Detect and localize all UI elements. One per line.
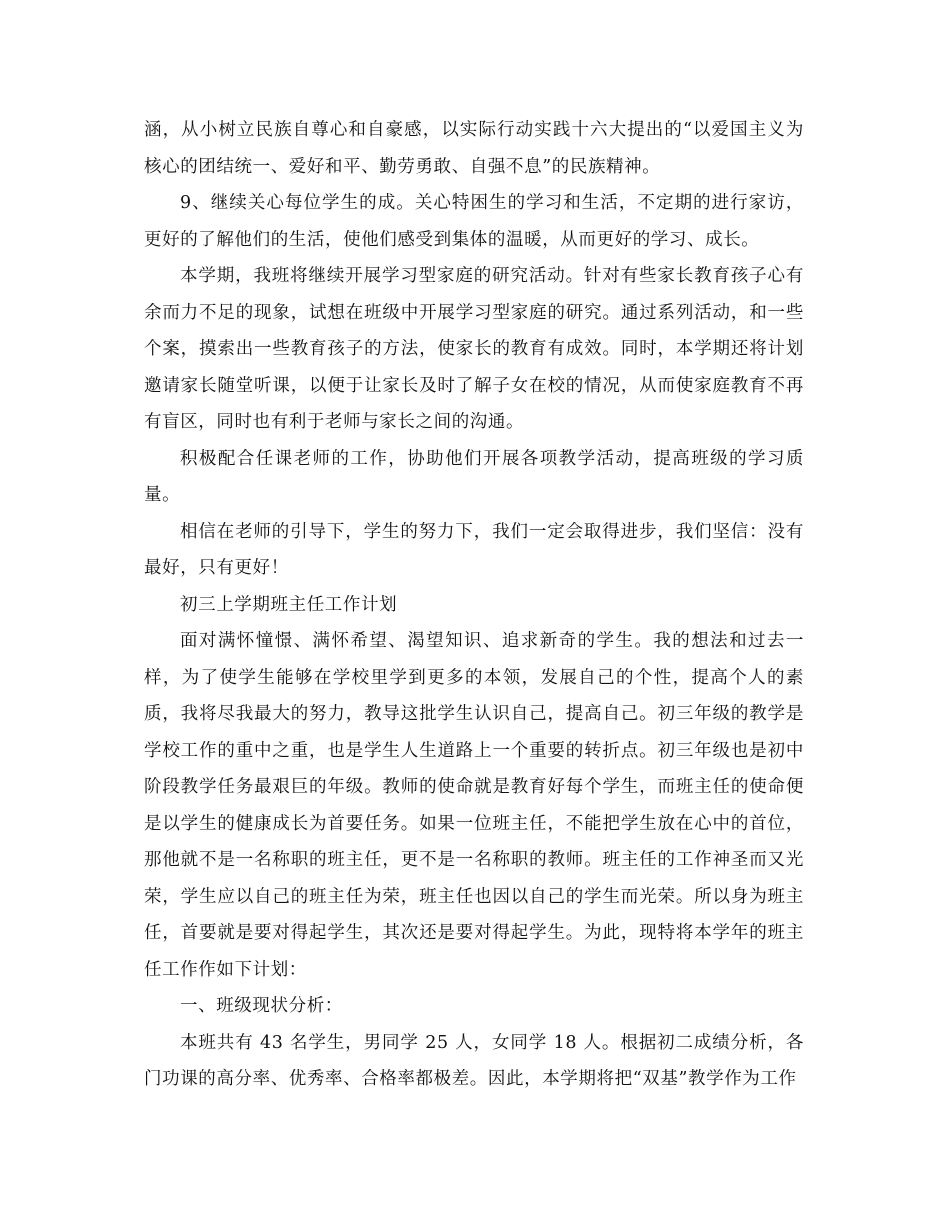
paragraph-intro: 面对满怀憧憬、满怀希望、渴望知识、追求新奇的学生。我的想法和过去一样，为了使学生能够在学校里学到更多的本领，发展自己的个性，提高个人的素质，我将尽我最大的努力，教导这批学生认识自己，提高自己。初三年级的教学是学校工作的重中之重，也是学生人生道路上一个重要的转折点。初三年级也是初中阶段教学任务最艰巨的年级。教师的使命就是教育好每个学生，而班主任的使命便是以学生的健康成长为首要任务。如果一位班主任，不能把学生放在心中的首位，那他就不是一名称职的班主任，更不是一名称职的教师。班主任的工作神圣而又光荣，学生应以自己的班主任为荣，班主任也因以自己的学生而光荣。所以身为班主任，首要就是要对得起学生，其次还是要对得起学生。为此，现特将本学年的班主任工作作如下计划： <box>144 631 804 980</box>
section-title: 初三上学期班主任工作计划 <box>180 594 398 615</box>
paragraph-learning-family: 本学期，我班将继续开展学习型家庭的研究活动。针对有些家长教育孩子心有余而力不足的现象，试想在班级中开展学习型家庭的研究。通过系列活动，和一些个案，摸索出一些教育孩子的方法，使家长的教育有成效。同时，本学期还将计划邀请家长随堂听课，以便于让家长及时了解子女在校的情况，从而使家庭教育不再有盲区，同时也有利于老师与家长之间的沟通。 <box>144 266 804 432</box>
paragraph-cooperate-teachers: 积极配合任课老师的工作，协助他们开展各项教学活动，提高班级的学习质量。 <box>144 448 804 505</box>
paragraph-item-9: 9、继续关心每位学生的成。关心特困生的学习和生活，不定期的进行家访，更好的了解他们的生活，使他们感受到集体的温暖，从而更好的学习、成长。 <box>144 193 804 250</box>
paragraph-class-status: 本班共有 43 名学生，男同学 25 人，女同学 18 人。根据初二成绩分析，各门功课的高分率、优秀率、合格率都极差。因此，本学期将把“双基”教学作为工作 <box>144 1032 804 1089</box>
paragraph-belief: 相信在老师的引导下，学生的努力下，我们一定会取得进步，我们坚信：没有最好，只有更好！ <box>144 521 804 578</box>
document-body <box>144 112 804 1098</box>
paragraph-continuation: 涵，从小树立民族自尊心和自豪感，以实际行动实践十六大提出的“以爱国主义为核心的团结统一、爱好和平、勤劳勇敢、自强不息”的民族精神。 <box>144 120 804 177</box>
section-heading-class-analysis: 一、班级现状分析： <box>180 996 343 1016</box>
